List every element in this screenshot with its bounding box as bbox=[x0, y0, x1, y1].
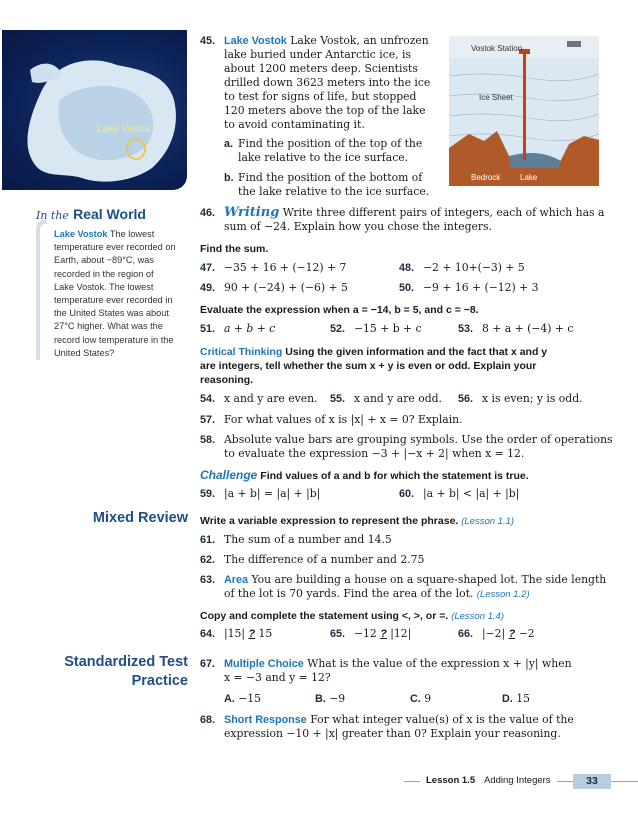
right-expr: |12| bbox=[390, 627, 412, 640]
problem-45a bbox=[224, 137, 422, 151]
problem-number: 57. bbox=[200, 414, 216, 426]
standardized-heading-2: Practice bbox=[131, 673, 188, 689]
choice-letter: D. bbox=[502, 693, 513, 705]
sub-label: b. bbox=[224, 172, 234, 184]
choice-letter: A. bbox=[224, 693, 235, 705]
critical-line: reasoning. bbox=[200, 374, 254, 386]
problem-text: 8 + a + (−4) + c bbox=[482, 322, 574, 335]
real-world-body bbox=[54, 228, 190, 360]
problem-number: 58. bbox=[200, 434, 216, 446]
problem-number: 52. bbox=[330, 323, 346, 335]
problem-text: For what values of x is |x| + x = 0? Explain. bbox=[224, 413, 463, 426]
problem-45-line: about 1200 meters deep. Scientists bbox=[224, 62, 418, 75]
critical-text: Using the given information and the fact that x and y bbox=[285, 346, 548, 358]
problem-50 bbox=[399, 281, 538, 295]
footer-lesson: Lesson 1.5 bbox=[420, 775, 481, 786]
problem-45-line: to test for signs of life, but stopped bbox=[224, 90, 417, 103]
problem-45-line: to avoid contaminating it. bbox=[224, 118, 365, 131]
problem-58-line: to evaluate the expression −3 + |−x + 2| when x = 12. bbox=[224, 447, 525, 460]
problem-49 bbox=[200, 281, 348, 295]
diagram-lake-label: Lake bbox=[520, 173, 538, 182]
problem-number: 46. bbox=[200, 207, 216, 219]
rw-line: the United States was about bbox=[54, 308, 169, 319]
diagram-ice-label: Ice Sheet bbox=[479, 93, 513, 102]
right-expr: −2 bbox=[518, 627, 535, 640]
real-world-heading: Lake Vostok bbox=[54, 229, 108, 239]
problem-number: 59. bbox=[200, 488, 216, 500]
choice-value: 9 bbox=[424, 692, 432, 705]
find-sum-heading: Find the sum. bbox=[200, 243, 269, 255]
page-number: 33 bbox=[573, 774, 611, 789]
choice-c[interactable] bbox=[410, 692, 431, 706]
lesson-ref: (Lesson 1.2) bbox=[476, 589, 530, 600]
problem-text: −2 + 10+(−3) + 5 bbox=[423, 261, 525, 274]
problem-47 bbox=[200, 261, 346, 275]
evaluate-heading: Evaluate the expression when a = −14, b = 5, and c = −8. bbox=[200, 304, 479, 316]
rw-line: temperature ever recorded on bbox=[54, 242, 176, 253]
problem-number: 66. bbox=[458, 628, 474, 640]
problem-text: Absolute value bars are grouping symbols. Use the order of operations bbox=[224, 433, 613, 446]
problem-59 bbox=[200, 487, 320, 501]
blank: ? bbox=[380, 628, 387, 640]
problem-number: 60. bbox=[399, 488, 415, 500]
problem-number: 48. bbox=[399, 262, 415, 274]
problem-number: 47. bbox=[200, 262, 216, 274]
standardized-heading-1: Standardized Test bbox=[64, 654, 188, 670]
problem-64 bbox=[200, 627, 272, 641]
problem-number: 64. bbox=[200, 628, 216, 640]
rw-line: Lake Vostok. The lowest bbox=[54, 281, 154, 292]
problem-number: 63. bbox=[200, 574, 216, 586]
problem-text: x and y are odd. bbox=[354, 392, 442, 405]
problem-52 bbox=[330, 322, 422, 336]
problem-45-line: lake buried under Antarctic ice, is bbox=[224, 48, 412, 61]
real-world-title bbox=[36, 206, 146, 223]
critical-thinking-heading bbox=[200, 345, 547, 359]
rw-line: The lowest bbox=[109, 229, 155, 239]
problem-67-line: x = −3 and y = 12? bbox=[224, 671, 331, 684]
problem-63-line bbox=[224, 587, 530, 602]
in-the-text: In the bbox=[36, 209, 69, 222]
problem-51 bbox=[200, 322, 275, 336]
problem-63 bbox=[200, 573, 606, 587]
problem-text: The difference of a number and 2.75 bbox=[224, 553, 425, 566]
problem-45 bbox=[200, 34, 429, 48]
lesson-ref: (Lesson 1.4) bbox=[451, 611, 504, 622]
problem-text: −15 + b + c bbox=[354, 322, 422, 335]
problem-text: |a + b| = |a| + |b| bbox=[224, 487, 321, 500]
problem-text: The sum of a number and 14.5 bbox=[224, 533, 392, 546]
diagram-bedrock-label: Bedrock bbox=[471, 173, 501, 182]
problem-57 bbox=[200, 413, 463, 427]
problem-45b bbox=[224, 171, 422, 185]
problem-number: 67. bbox=[200, 658, 216, 670]
sub-text: Find the position of the bottom of bbox=[238, 171, 423, 184]
left-expr: |−2| bbox=[482, 627, 506, 640]
problem-text: Write three different pairs of integers, each of which has a bbox=[282, 206, 605, 219]
problem-55 bbox=[330, 392, 442, 406]
mixed-review-heading: Mixed Review bbox=[92, 510, 188, 526]
critical-line: are integers, tell whether the sum x + y is even or odd. Explain your bbox=[200, 360, 537, 372]
compare-instruction bbox=[200, 609, 504, 624]
sub-text: Find the position of the top of the bbox=[238, 137, 423, 150]
problem-46-line: sum of −24. Explain how you chose the integers. bbox=[224, 220, 493, 233]
problem-53 bbox=[458, 322, 573, 336]
problem-number: 53. bbox=[458, 323, 474, 335]
antarctica-shape bbox=[2, 30, 187, 190]
choice-letter: C. bbox=[410, 693, 421, 705]
rw-line: record low temperature in the bbox=[54, 334, 174, 345]
left-expr: |15| bbox=[224, 627, 246, 640]
problem-number: 45. bbox=[200, 35, 216, 47]
choice-letter: B. bbox=[315, 693, 326, 705]
sub-label: a. bbox=[224, 138, 234, 150]
problem-label: Multiple Choice bbox=[224, 658, 304, 670]
problem-text: Lake Vostok, an unfrozen bbox=[290, 34, 429, 47]
rw-line: recorded in the region of bbox=[54, 268, 154, 279]
problem-text: You are building a house on a square-shaped lot. The side length bbox=[251, 573, 607, 586]
real-world-text: Real World bbox=[73, 206, 146, 222]
choice-a[interactable] bbox=[224, 692, 261, 706]
problem-45a-line: lake relative to the ice surface. bbox=[238, 151, 409, 164]
problem-text: −9 + 16 + (−12) + 3 bbox=[423, 281, 539, 294]
challenge-text: Find values of a and b for which the statement is true. bbox=[260, 470, 529, 482]
lesson-ref: (Lesson 1.1) bbox=[461, 516, 515, 527]
problem-text: a + b + c bbox=[224, 322, 276, 335]
choice-b[interactable] bbox=[315, 692, 345, 706]
problem-46 bbox=[200, 206, 604, 220]
problem-number: 68. bbox=[200, 714, 216, 726]
problem-number: 50. bbox=[399, 282, 415, 294]
choice-value: −15 bbox=[238, 692, 262, 705]
problem-68-line: expression −10 + |x| greater than 0? Explain your reasoning. bbox=[224, 727, 561, 740]
choice-d[interactable] bbox=[502, 692, 530, 706]
antarctica-map bbox=[2, 30, 187, 190]
instruction-text: Copy and complete the statement using <, >, or =. bbox=[200, 610, 449, 622]
problem-65 bbox=[330, 627, 411, 641]
problem-text: x is even; y is odd. bbox=[482, 392, 583, 405]
problem-text: x and y are even. bbox=[224, 392, 318, 405]
rw-line: temperature ever recorded in bbox=[54, 295, 173, 306]
choice-value: 15 bbox=[516, 692, 530, 705]
sidebar-bracket bbox=[36, 220, 47, 360]
problem-number: 65. bbox=[330, 628, 346, 640]
problem-45-line: drilled down 3623 meters into the ice bbox=[224, 76, 431, 89]
problem-text: of the lot is 70 yards. Find the area of the lot. bbox=[224, 587, 474, 600]
problem-number: 61. bbox=[200, 534, 216, 546]
blank: ? bbox=[508, 628, 516, 640]
problem-67 bbox=[200, 657, 572, 671]
problem-number: 56. bbox=[458, 393, 474, 405]
writing-label: Writing bbox=[224, 205, 280, 220]
right-expr: 15 bbox=[258, 627, 273, 640]
problem-text: 90 + (−24) + (−6) + 5 bbox=[224, 281, 348, 294]
problem-48 bbox=[399, 261, 525, 275]
problem-68 bbox=[200, 713, 574, 727]
problem-66 bbox=[458, 627, 535, 641]
choice-value: −9 bbox=[329, 692, 346, 705]
blank: ? bbox=[248, 628, 256, 640]
problem-62 bbox=[200, 553, 424, 567]
problem-label: Short Response bbox=[224, 714, 307, 726]
problem-58 bbox=[200, 433, 613, 447]
problem-56 bbox=[458, 392, 583, 406]
real-world-sidebar bbox=[36, 198, 186, 368]
diagram-station-label: Vostok Station bbox=[471, 44, 523, 53]
rw-line: 27°C higher. What was the bbox=[54, 321, 163, 332]
page-footer bbox=[0, 774, 638, 790]
problem-label: Lake Vostok bbox=[224, 35, 287, 47]
footer-title: Adding Integers bbox=[478, 775, 557, 786]
problem-number: 51. bbox=[200, 323, 216, 335]
problem-45b-line: the lake relative to the ice surface. bbox=[238, 185, 430, 198]
problem-text: What is the value of the expression x + |y| when bbox=[307, 657, 572, 670]
problem-text: −35 + 16 + (−12) + 7 bbox=[224, 261, 347, 274]
mixed-review-instruction bbox=[200, 514, 514, 529]
problem-61 bbox=[200, 533, 392, 547]
problem-45-line: 120 meters above the top of the lake bbox=[224, 104, 426, 117]
problem-label: Area bbox=[224, 574, 249, 586]
left-expr: −12 bbox=[354, 627, 377, 640]
challenge-label: Challenge bbox=[200, 468, 258, 482]
challenge-heading bbox=[200, 468, 529, 483]
problem-number: 55. bbox=[330, 393, 346, 405]
critical-label: Critical Thinking bbox=[200, 346, 283, 358]
ice-sheet-drawing bbox=[449, 36, 599, 186]
ice-sheet-diagram bbox=[449, 36, 599, 186]
rw-line: Earth, about −89°C, was bbox=[54, 255, 154, 266]
problem-text: |a + b| < |a| + |b| bbox=[423, 487, 520, 500]
rw-line: United States? bbox=[54, 347, 115, 358]
problem-text: For what integer value(s) of x is the value of the bbox=[310, 713, 574, 726]
problem-number: 62. bbox=[200, 554, 216, 566]
problem-number: 54. bbox=[200, 393, 216, 405]
problem-60 bbox=[399, 487, 519, 501]
instruction-text: Write a variable expression to represent the phrase. bbox=[200, 515, 459, 527]
problem-number: 49. bbox=[200, 282, 216, 294]
map-label: Lake Vostok bbox=[97, 124, 152, 135]
problem-54 bbox=[200, 392, 317, 406]
